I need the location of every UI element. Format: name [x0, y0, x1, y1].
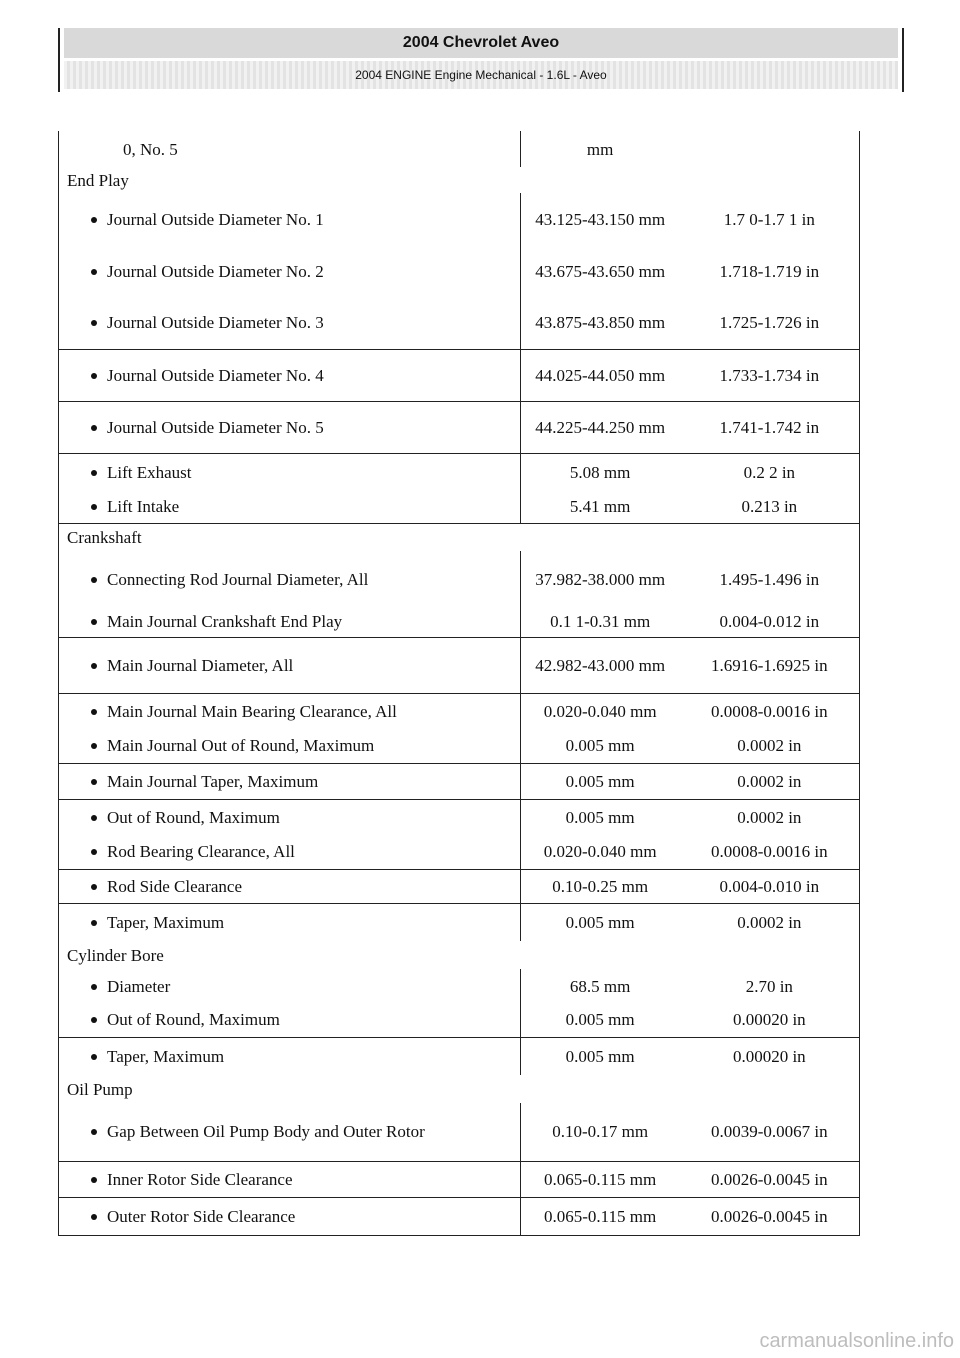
spec-name-cell [59, 491, 521, 523]
spec-name-cell [59, 245, 521, 297]
spec-label: Journal Outside Diameter No. 1 [107, 209, 324, 229]
spec-label: Diameter [107, 976, 171, 996]
section-label: End Play [59, 167, 860, 193]
metric-value: 37.982-38.000 mm [520, 551, 679, 607]
bullet-icon [91, 1017, 97, 1023]
table-row [59, 245, 860, 297]
spec-name-cell [59, 869, 521, 903]
spec-name-cell [59, 799, 521, 835]
bullet-icon [91, 373, 97, 379]
spec-label: Outer Rotor Side Clearance [107, 1206, 296, 1226]
english-value: 0.00020 in [680, 1003, 860, 1037]
bullet-icon [91, 709, 97, 715]
spec-label: Lift Intake [107, 497, 180, 517]
metric-value: 43.125-43.150 mm [520, 193, 679, 245]
spec-name [63, 1170, 516, 1189]
spec-name [63, 1122, 516, 1141]
section-label: Crankshaft [59, 523, 860, 551]
metric-value: 43.675-43.650 mm [520, 245, 679, 297]
metric-value: mm [520, 131, 679, 167]
section-row [59, 167, 860, 193]
spec-name [63, 262, 516, 281]
bullet-icon [91, 269, 97, 275]
spec-label: Inner Rotor Side Clearance [107, 1169, 293, 1189]
spec-name-cell [59, 1003, 521, 1037]
bullet-icon [91, 504, 97, 510]
english-value: 0.0002 in [680, 799, 860, 835]
spec-label: Main Journal Crankshaft End Play [107, 612, 343, 632]
spec-name-cell [59, 729, 521, 763]
metric-value: 0.005 mm [520, 903, 679, 941]
bullet-icon [91, 884, 97, 890]
spec-name [63, 1010, 516, 1029]
table-row [59, 903, 860, 941]
metric-value: 44.025-44.050 mm [520, 349, 679, 401]
bullet-icon [91, 1214, 97, 1220]
english-value: 0.004-0.012 in [680, 607, 860, 637]
metric-value: 44.225-44.250 mm [520, 401, 679, 453]
spec-name-cell [59, 131, 521, 167]
metric-value: 68.5 mm [520, 969, 679, 1003]
spec-name-cell [59, 297, 521, 349]
spec-name [63, 418, 516, 437]
english-value: 0.0008-0.0016 in [680, 835, 860, 869]
document-title: 2004 Chevrolet Aveo [64, 28, 898, 58]
bullet-icon [91, 1177, 97, 1183]
spec-name-cell [59, 1103, 521, 1161]
english-value: 1.495-1.496 in [680, 551, 860, 607]
spec-name [63, 570, 516, 589]
english-value: 0.0008-0.0016 in [680, 693, 860, 729]
bullet-icon [91, 217, 97, 223]
bullet-icon [91, 470, 97, 476]
table-row [59, 131, 860, 167]
metric-value: 0.005 mm [520, 1003, 679, 1037]
metric-value: 0.020-0.040 mm [520, 835, 679, 869]
spec-name [63, 366, 516, 385]
document-subtitle: 2004 ENGINE Engine Mechanical - 1.6L - Aveo [64, 61, 898, 89]
spec-name [63, 772, 516, 791]
spec-label: Main Journal Out of Round, Maximum [107, 736, 375, 756]
spec-name-cell [59, 1037, 521, 1075]
bullet-icon [91, 577, 97, 583]
bullet-icon [91, 619, 97, 625]
bullet-icon [91, 425, 97, 431]
spec-label: Main Journal Diameter, All [107, 655, 294, 675]
section-row [59, 523, 860, 551]
document-header [58, 28, 904, 92]
bullet-icon [91, 920, 97, 926]
bullet-icon [91, 663, 97, 669]
spec-name-cell [59, 349, 521, 401]
english-value: 1.733-1.734 in [680, 349, 860, 401]
metric-value: 0.1 1-0.31 mm [520, 607, 679, 637]
spec-name [63, 842, 516, 861]
spec-label: Journal Outside Diameter No. 3 [107, 313, 324, 333]
spec-label: Rod Bearing Clearance, All [107, 842, 295, 862]
spec-label: Out of Round, Maximum [107, 1010, 280, 1030]
spec-name [63, 497, 516, 516]
english-value: 1.7 0-1.7 1 in [680, 193, 860, 245]
section-label: Cylinder Bore [59, 941, 860, 969]
table-row [59, 729, 860, 763]
spec-name [63, 210, 516, 229]
table-row [59, 297, 860, 349]
spec-name [63, 736, 516, 755]
table-row [59, 607, 860, 637]
english-value: 0.0002 in [680, 763, 860, 799]
table-row [59, 1037, 860, 1075]
spec-name [63, 977, 516, 996]
table-row [59, 1161, 860, 1197]
table-row [59, 193, 860, 245]
bullet-icon [91, 779, 97, 785]
spec-label: Taper, Maximum [107, 912, 225, 932]
spec-name-cell [59, 401, 521, 453]
spec-label: Journal Outside Diameter No. 2 [107, 261, 324, 281]
spec-name [63, 612, 516, 631]
spec-label: Lift Exhaust [107, 462, 192, 482]
metric-value: 0.005 mm [520, 799, 679, 835]
spec-name-cell [59, 453, 521, 491]
spec-label: Main Journal Taper, Maximum [107, 771, 319, 791]
table-row [59, 453, 860, 491]
english-value: 1.725-1.726 in [680, 297, 860, 349]
english-value: 1.718-1.719 in [680, 245, 860, 297]
table-row [59, 491, 860, 523]
english-value [680, 131, 860, 167]
spec-name-cell [59, 193, 521, 245]
spec-name [63, 1047, 516, 1066]
spec-name-cell [59, 1197, 521, 1235]
metric-value: 42.982-43.000 mm [520, 637, 679, 693]
table-row [59, 969, 860, 1003]
english-value: 0.0026-0.0045 in [680, 1197, 860, 1235]
table-row [59, 835, 860, 869]
metric-value: 5.41 mm [520, 491, 679, 523]
bullet-icon [91, 815, 97, 821]
english-value: 0.00020 in [680, 1037, 860, 1075]
table-row [59, 349, 860, 401]
metric-value: 0.020-0.040 mm [520, 693, 679, 729]
bullet-icon [91, 984, 97, 990]
spec-label: Journal Outside Diameter No. 5 [107, 417, 324, 437]
bullet-icon [91, 1129, 97, 1135]
bullet-icon [91, 849, 97, 855]
metric-value: 0.065-0.115 mm [520, 1197, 679, 1235]
metric-value: 0.10-0.25 mm [520, 869, 679, 903]
spec-label: Rod Side Clearance [107, 876, 243, 896]
spec-name [63, 1207, 516, 1226]
section-row [59, 1075, 860, 1103]
bullet-icon [91, 743, 97, 749]
english-value: 1.741-1.742 in [680, 401, 860, 453]
bullet-icon [91, 320, 97, 326]
spec-label: Connecting Rod Journal Diameter, All [107, 569, 369, 589]
table-row [59, 1003, 860, 1037]
table-row [59, 799, 860, 835]
spec-label: 0, No. 5 [123, 139, 178, 159]
bullet-icon [91, 1054, 97, 1060]
english-value: 0.2 2 in [680, 453, 860, 491]
spec-name [63, 808, 516, 827]
table-row [59, 551, 860, 607]
english-value: 1.6916-1.6925 in [680, 637, 860, 693]
spec-label: Main Journal Main Bearing Clearance, All [107, 701, 397, 721]
english-value: 0.004-0.010 in [680, 869, 860, 903]
spec-name-cell [59, 903, 521, 941]
spec-name [63, 877, 516, 896]
spec-name [63, 140, 516, 159]
spec-name [63, 702, 516, 721]
spec-name [63, 463, 516, 482]
english-value: 0.0002 in [680, 903, 860, 941]
watermark: carmanualsonline.info [759, 1330, 954, 1352]
english-value: 0.213 in [680, 491, 860, 523]
table-row [59, 763, 860, 799]
spec-name-cell [59, 969, 521, 1003]
table-row [59, 637, 860, 693]
english-value: 0.0002 in [680, 729, 860, 763]
spec-name-cell [59, 763, 521, 799]
metric-value: 5.08 mm [520, 453, 679, 491]
metric-value: 0.065-0.115 mm [520, 1161, 679, 1197]
spec-label: Taper, Maximum [107, 1046, 225, 1066]
spec-name [63, 913, 516, 932]
specification-table-body [59, 131, 860, 1235]
english-value: 0.0039-0.0067 in [680, 1103, 860, 1161]
metric-value: 43.875-43.850 mm [520, 297, 679, 349]
section-row [59, 941, 860, 969]
spec-name [63, 656, 516, 675]
table-row [59, 1197, 860, 1235]
spec-label: Out of Round, Maximum [107, 807, 280, 827]
english-value: 0.0026-0.0045 in [680, 1161, 860, 1197]
spec-name-cell [59, 551, 521, 607]
spec-name-cell [59, 835, 521, 869]
metric-value: 0.005 mm [520, 729, 679, 763]
spec-name-cell [59, 607, 521, 637]
table-row [59, 401, 860, 453]
table-row [59, 869, 860, 903]
metric-value: 0.10-0.17 mm [520, 1103, 679, 1161]
metric-value: 0.005 mm [520, 1037, 679, 1075]
spec-name-cell [59, 693, 521, 729]
metric-value: 0.005 mm [520, 763, 679, 799]
spec-label: Journal Outside Diameter No. 4 [107, 365, 324, 385]
english-value: 2.70 in [680, 969, 860, 1003]
spec-name-cell [59, 637, 521, 693]
table-row [59, 693, 860, 729]
section-label: Oil Pump [59, 1075, 860, 1103]
spec-name [63, 313, 516, 332]
spec-name-cell [59, 1161, 521, 1197]
specification-table [58, 131, 860, 1236]
table-row [59, 1103, 860, 1161]
spec-label: Gap Between Oil Pump Body and Outer Rotor [107, 1122, 425, 1142]
